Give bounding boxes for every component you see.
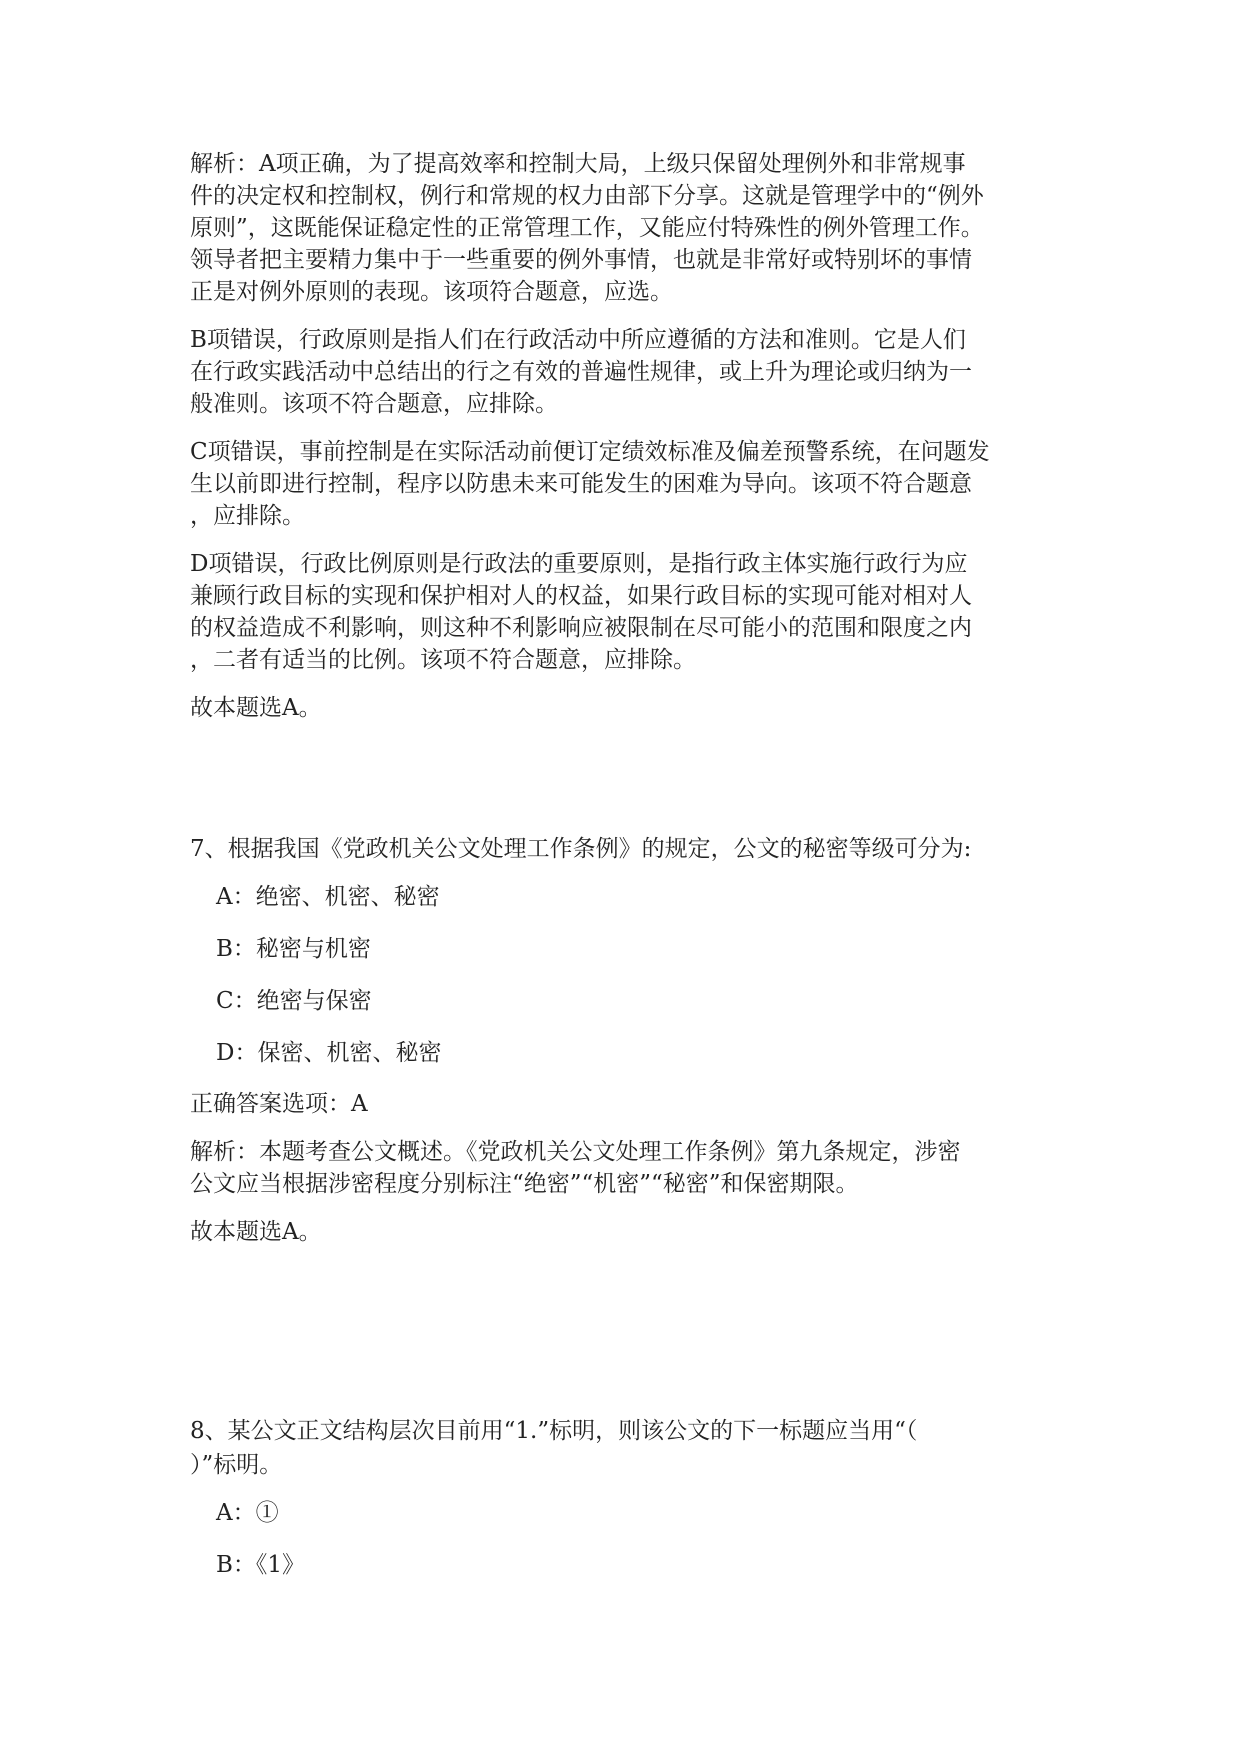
- explanation-paragraph-a: 解析：A项正确，为了提高效率和控制大局，上级只保留处理例外和非常规事 件的决定权和控制权，例行和常规的权力由部下分享。这就是管理学中的“例外 原则”，这既能保证稳定性的正常管理工作，又能应付特殊性的例外管理工作。 领导者把主要精力集中于一些重要的例外事情，也就是非常好或特别坏的事情 正是对例外原则的表现。该项符合题意，应选。: [190, 151, 984, 305]
- question-7: [190, 832, 1070, 1248]
- spacer: [190, 740, 1070, 832]
- explanation-paragraph-b: B项错误，行政原则是指人们在行政活动中所应遵循的方法和准则。它是人们 在行政实践活动中总结出的行之有效的普遍性规律，或上升为理论或归纳为一 般准则。该项不符合题意，应排除。: [190, 327, 972, 417]
- spacer: [190, 1264, 1070, 1414]
- q7-explanation: 解析：本题考查公文概述。《党政机关公文处理工作条例》第九条规定，涉密 公文应当根据涉密程度分别标注“绝密”“机密”“秘密”和保密期限。: [190, 1139, 961, 1197]
- question-8: [190, 1414, 1070, 1582]
- q7-option-a: A：绝密、机密、秘密: [216, 884, 440, 910]
- explanation-paragraph-c: C项错误，事前控制是在实际活动前便订定绩效标准及偏差预警系统，在问题发 生以前即进行控制，程序以防患未来可能发生的困难为导向。该项不符合题意 ，应排除。: [190, 439, 990, 529]
- document-page: [190, 148, 1070, 1600]
- explanation-paragraph-d: D项错误，行政比例原则是行政法的重要原则，是指行政主体实施行政行为应 兼顾行政目标的实现和保护相对人的权益，如果行政目标的实现可能对相对人 的权益造成不利影响，则这种不利影响应被限制在尽可能小的范围和限度之内 ，二者有适当的比例。该项不符合题意，应排除。: [190, 551, 972, 673]
- q6-explanation: [190, 148, 1070, 724]
- q7-option-d: D：保密、机密、秘密: [216, 1040, 442, 1066]
- q7-question-text: 7、根据我国《党政机关公文处理工作条例》的规定，公文的秘密等级可分为:: [190, 836, 972, 862]
- q7-conclusion: 故本题选A。: [190, 1219, 322, 1245]
- q8-option-b: B：《1》: [216, 1552, 306, 1578]
- q7-option-b: B：秘密与机密: [216, 936, 371, 962]
- q7-option-c: C：绝密与保密: [216, 988, 372, 1014]
- q8-question-text: 8、某公文正文结构层次目前用“1.”标明，则该公文的下一标题应当用“（ ）”标明。: [190, 1418, 918, 1478]
- q6-conclusion: 故本题选A。: [190, 695, 322, 721]
- q7-answer: 正确答案选项：A: [190, 1091, 368, 1117]
- q8-option-a: A：①: [216, 1500, 279, 1526]
